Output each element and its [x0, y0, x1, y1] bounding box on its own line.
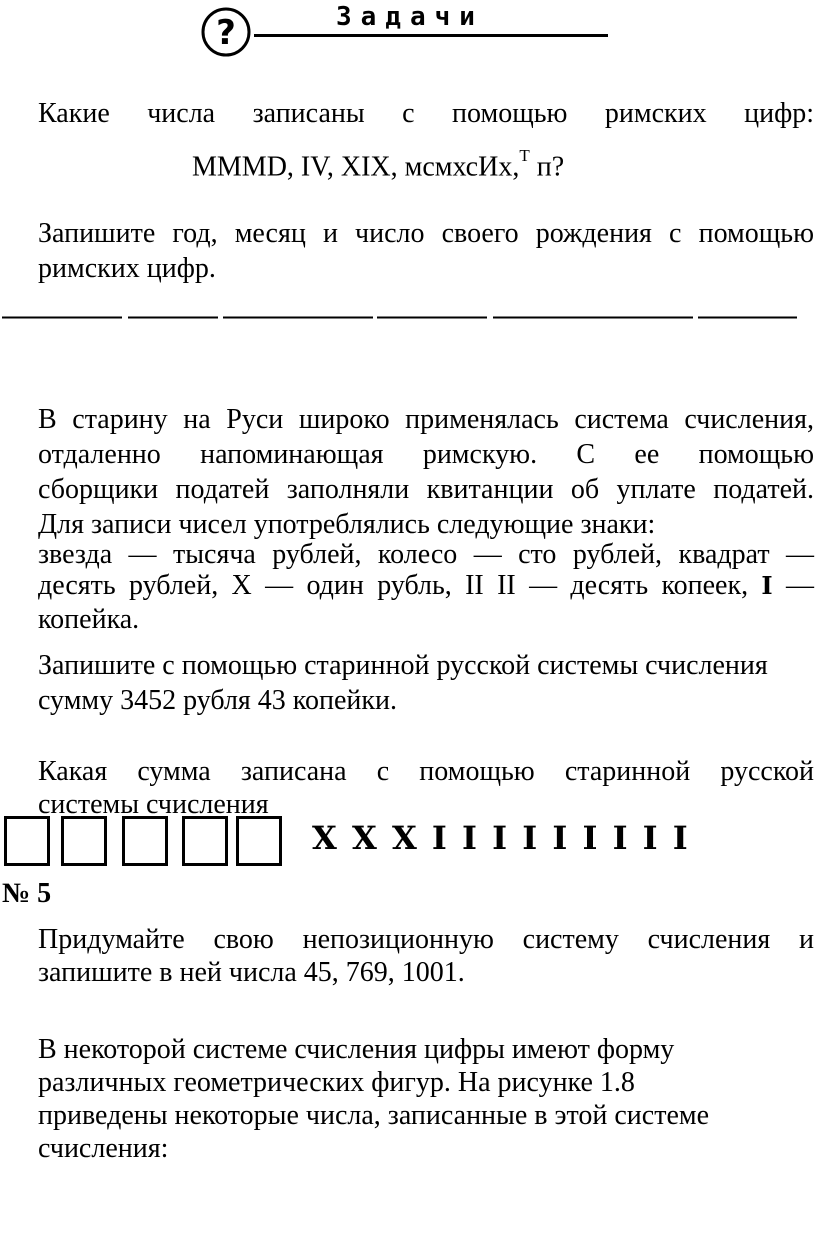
question-mark-circle-icon: [200, 6, 252, 58]
geometric-system-line3: приведены некоторые числа, записанные в этой системе: [38, 1100, 710, 1131]
square-symbol: [122, 816, 168, 866]
header-underline: [254, 34, 608, 37]
task-write-sum-line2: сумму 3452 рубля 43 копейки.: [38, 685, 397, 716]
history-text-line7: копейка.: [38, 604, 140, 635]
geometric-system-line1: В некоторой системе счисления цифры имеют форму: [38, 1034, 675, 1065]
history-text-line6: [38, 568, 814, 603]
section-divider: [2, 316, 797, 318]
history-text-line5: звезда — тысяча рублей, колесо — сто рублей, квадрат —: [38, 539, 814, 570]
roman-numbers-line: [192, 142, 564, 184]
task5-line1: Придумайте свою непозиционную систему счисления и: [38, 924, 814, 955]
square-symbol: [4, 816, 50, 866]
svg-text:?: ?: [216, 13, 236, 53]
history-text-line3: сборщики податей заполняли квитанции об уплате податей.: [38, 474, 814, 505]
question-read-sum-line1: Какая сумма записана с помощью старинной русской: [38, 756, 814, 787]
history-text-line6-main: десять рублей, X — один рубль, II II — десять копеек,: [38, 570, 749, 601]
roman-numbers-tail: п?: [536, 151, 565, 183]
rouble-kopeck-marks: X X X I I I I I I I I I: [312, 819, 690, 857]
roman-numbers: MMMD, IV, XIX, мсмхсИх,: [192, 151, 520, 183]
question-birthday-line2: римских цифр.: [38, 253, 216, 284]
square-symbol: [182, 816, 228, 866]
roman-numbers-sup: T: [519, 146, 530, 165]
task5-line2: запишите в ней числа 45, 769, 1001.: [38, 957, 465, 988]
history-text-line6-dash: —: [786, 570, 814, 601]
history-text-line2: отдаленно напоминающая римскую. С ее помощью: [38, 439, 814, 470]
square-symbol: [61, 816, 107, 866]
history-text-line1: В старину на Руси широко применялась система счисления,: [38, 404, 814, 435]
question-birthday-line1: Запишите год, месяц и число своего рождения с помощью: [38, 218, 814, 249]
question-read-sum-line2: системы счисления: [38, 789, 269, 820]
history-text-line4: Для записи чисел употреблялись следующие знаки:: [38, 509, 656, 540]
task-number: № 5: [2, 878, 52, 909]
geometric-system-line2: различных геометрических фигур. На рисунке 1.8: [38, 1067, 635, 1098]
header-title: Задачи: [336, 2, 484, 32]
square-symbols: [4, 816, 284, 872]
question-roman-numerals: Какие числа записаны с помощью римских цифр:: [38, 98, 814, 129]
square-symbol: [236, 816, 282, 866]
section-header: [196, 2, 616, 62]
kopeck-sign: I: [761, 571, 773, 600]
task-write-sum-line1: Запишите с помощью старинной русской системы счисления: [38, 650, 768, 681]
geometric-system-line4: счисления:: [38, 1133, 169, 1164]
